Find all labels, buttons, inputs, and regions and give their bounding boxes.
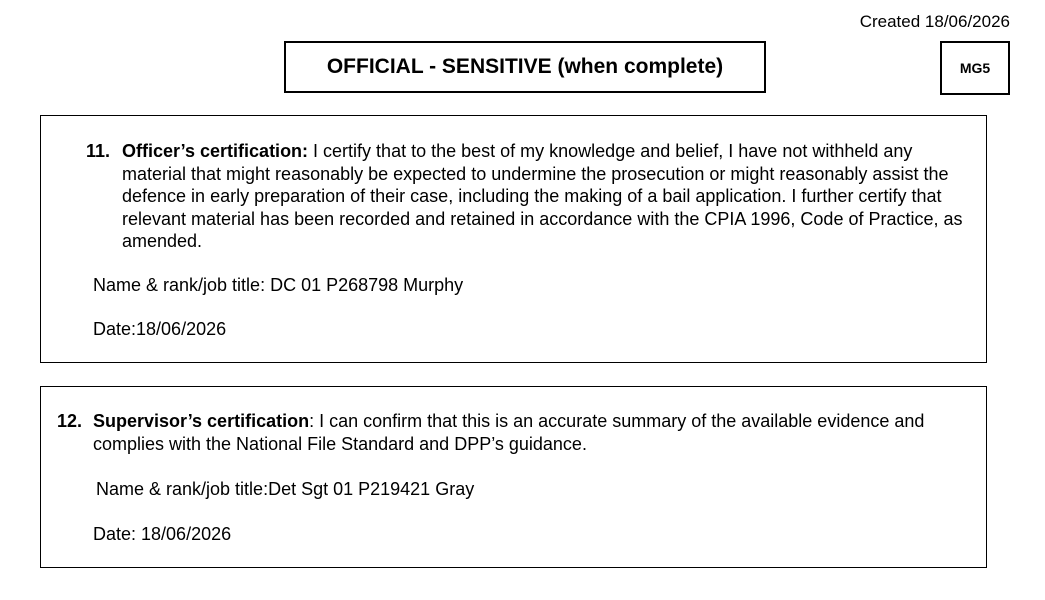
form-code-label: MG5 — [959, 60, 991, 76]
officer-certification-section — [40, 115, 987, 363]
supervisor-name-rank-field[interactable]: Name & rank/job title:Det Sgt 01 P219421 Gray — [96, 479, 475, 499]
supervisor-certification-section — [40, 386, 987, 568]
form-code-box — [940, 41, 1010, 95]
officer-certification-paragraph — [122, 140, 971, 253]
officer-certification-text: I certify that to the best of my knowledge and belief, I have not withheld any material that might reasonably be expected to undermine the prosecution or might reasonably assist the defence in early preparation of their case, including the making of a bail application. I further certify that relevant material has been recorded and retained in accordance with the CPIA 1996, Code of Practice, as amended. — [122, 141, 963, 251]
officer-date-field[interactable]: Date:18/06/2026 — [93, 319, 227, 339]
officer-certification-heading: Officer’s certification: — [122, 141, 309, 161]
supervisor-certification-text: : I can confirm that this is an accurate summary of the available evidence and complies with the National File Standard and DPP’s guidance. — [93, 411, 925, 454]
supervisor-certification-paragraph — [93, 410, 971, 455]
officer-name-rank-field[interactable]: Name & rank/job title: DC 01 P268798 Murphy — [93, 275, 464, 295]
supervisor-certification-item — [57, 410, 971, 455]
created-date: Created 18/06/2026 — [859, 12, 1010, 31]
item-number: 11. — [86, 141, 111, 161]
classification-label: OFFICIAL - SENSITIVE (when complete) — [326, 55, 724, 78]
classification-banner — [284, 41, 766, 93]
supervisor-date-field[interactable]: Date: 18/06/2026 — [93, 524, 232, 544]
officer-certification-item — [86, 140, 971, 253]
item-number: 12. — [57, 411, 83, 431]
supervisor-certification-heading: Supervisor’s certification — [93, 411, 310, 431]
